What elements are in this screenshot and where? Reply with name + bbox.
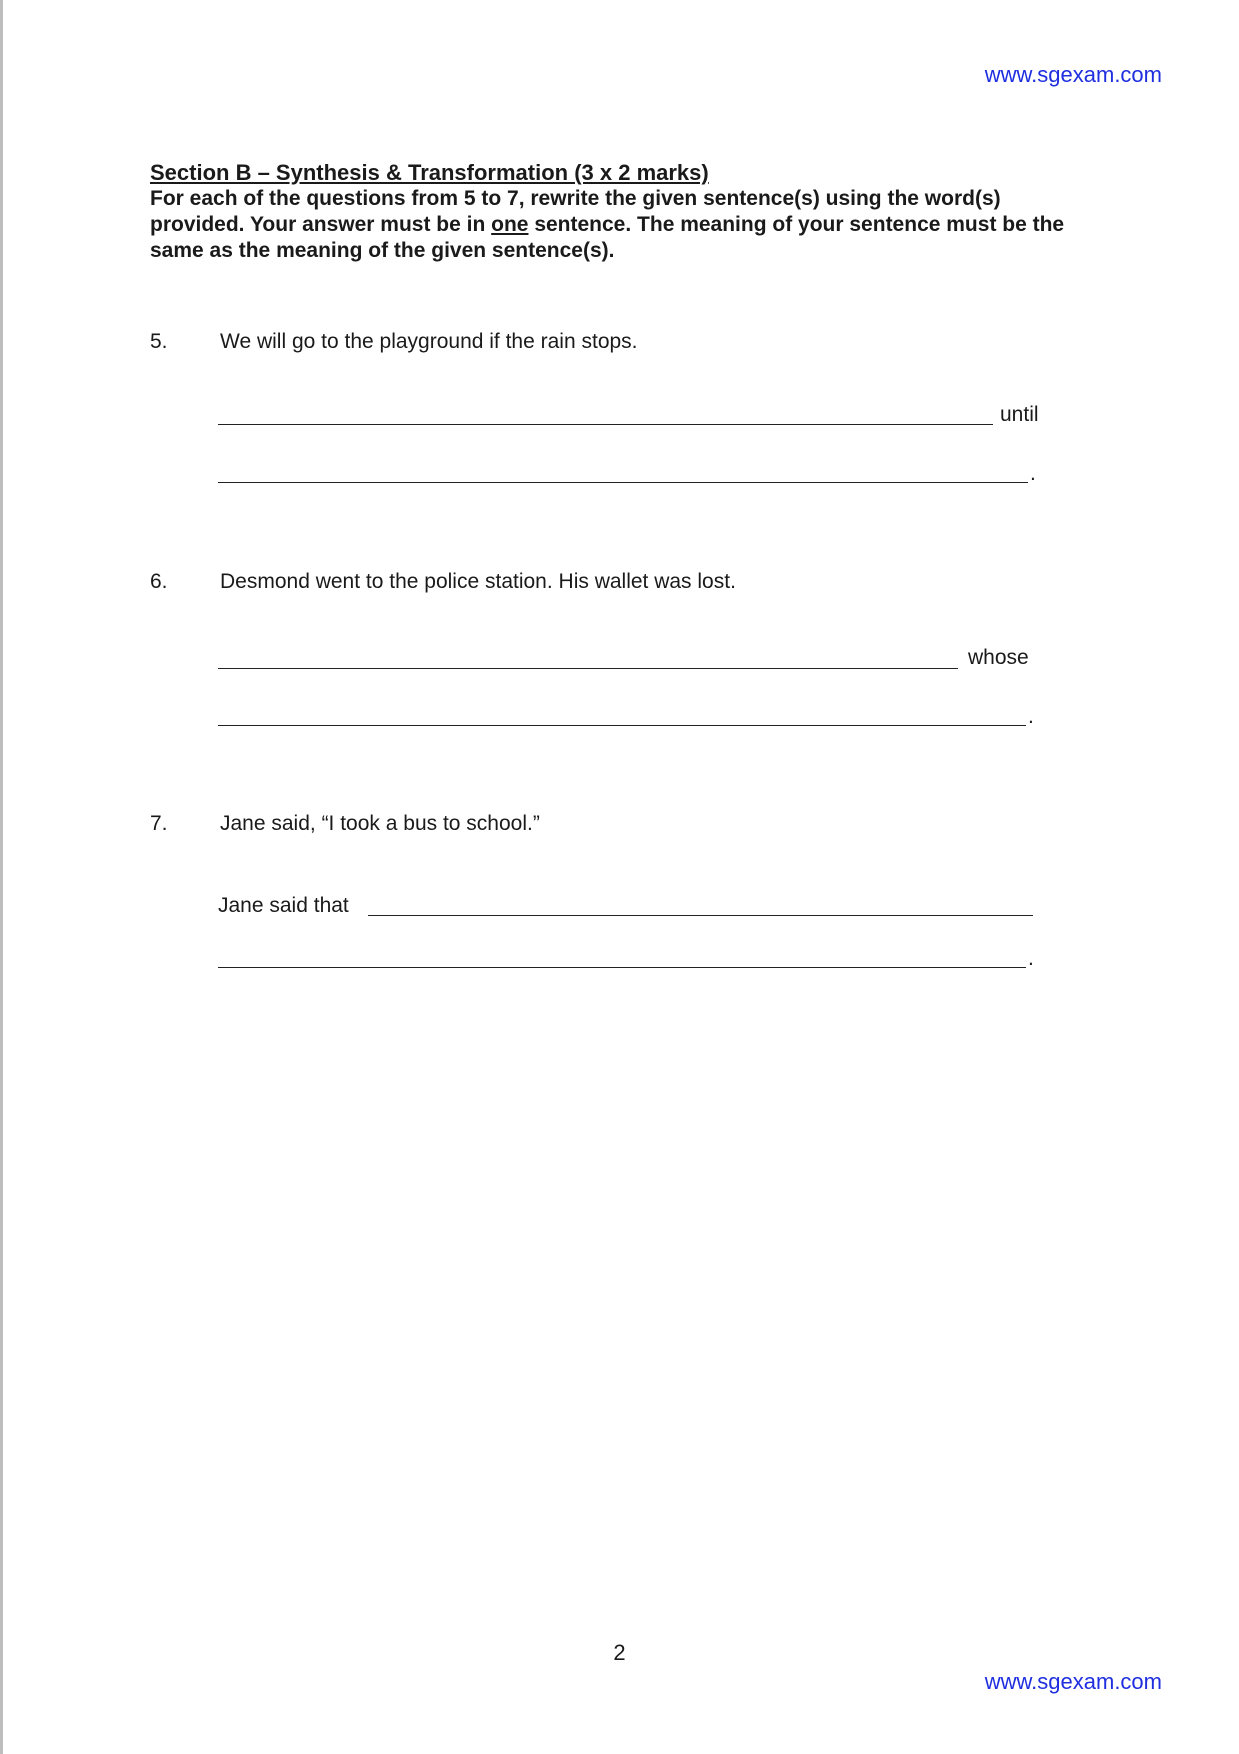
question-7-answer-line-2[interactable] <box>218 967 1026 968</box>
question-6-number: 6. <box>150 570 168 593</box>
instructions-part-1: For each of the questions from 5 to 7, rewrite the given sentence(s) using the word(s) provided. Your answer must be in <box>150 187 1001 236</box>
question-7-cue-words: Jane said that <box>218 894 349 917</box>
question-5-full-stop: . <box>1030 462 1036 485</box>
instructions-emphasis: one <box>491 213 529 236</box>
question-6-answer-line-2[interactable] <box>218 725 1026 726</box>
page-edge <box>0 0 3 1754</box>
question-7-number: 7. <box>150 812 168 835</box>
question-7-text: Jane said, “I took a bus to school.” <box>220 812 540 835</box>
question-5-cue-word: until <box>1000 403 1039 426</box>
question-5-number: 5. <box>150 330 168 353</box>
question-7-full-stop: . <box>1028 947 1034 970</box>
question-5-answer-line-1[interactable] <box>218 424 993 425</box>
instructions-part-2: sentence. The meaning of your sentence must be the same as the meaning of the given sentence(s). <box>150 213 1065 262</box>
section-title: Section B – Synthesis & Transformation (3 x 2 marks) <box>150 160 709 185</box>
question-5-answer-line-2[interactable] <box>218 482 1028 483</box>
question-5-text: We will go to the playground if the rain stops. <box>220 330 638 353</box>
watermark-bottom[interactable]: www.sgexam.com <box>984 1669 1162 1694</box>
question-6-answer-line-1[interactable] <box>218 668 958 669</box>
question-6-text: Desmond went to the police station. His wallet was lost. <box>220 570 736 593</box>
instructions <box>150 186 1070 264</box>
question-6-full-stop: . <box>1028 705 1034 728</box>
question-7-answer-line-1[interactable] <box>368 915 1033 916</box>
watermark-top[interactable]: www.sgexam.com <box>984 62 1162 87</box>
question-6-cue-word: whose <box>968 646 1029 669</box>
page-number: 2 <box>613 1640 626 1665</box>
section-b <box>150 160 1070 264</box>
